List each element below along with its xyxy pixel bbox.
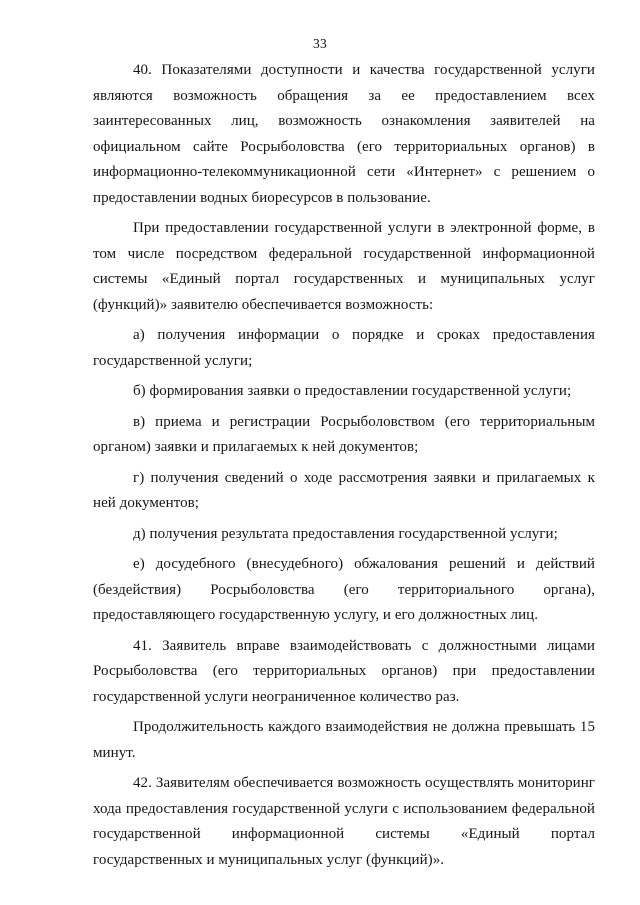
- paragraph-41: 41. Заявитель вправе взаимодействовать с должностными лицами Росрыболовства (его территориальных органов) при предоставлении государственной услуги неограниченное количество раз.: [93, 637, 595, 705]
- page-number: 33: [312, 36, 328, 51]
- list-item-e: е) досудебного (внесудебного) обжалования решений и действий (бездействия) Росрыболовства (его территориального органа), предоставляющего государственную услугу, и его должностных лиц.: [93, 556, 595, 623]
- list-item-v: в) приема и регистрации Росрыболовством (его территориальным органом) заявки и прилагаемых к ней документов;: [93, 413, 595, 455]
- paragraph-42: 42. Заявителям обеспечивается возможность осуществлять мониторинг хода предоставления государственной услуги с использованием федеральной государственной информационной системы «Единый портал государственных и муниципальных услуг (функций)».: [93, 775, 595, 868]
- paragraph-electronic-form: При предоставлении государственной услуги в электронной форме, в том числе посредством федеральной государственной информационной системы «Единый портал государственных и муниципальных услуг (функций)» заявителю обеспечивается возможность:: [93, 220, 595, 313]
- paragraph-duration: Продолжительность каждого взаимодействия не должна превышать 15 минут.: [93, 719, 595, 761]
- list-item-b: б) формирования заявки о предоставлении государственной услуги;: [133, 383, 572, 399]
- list-item-a: а) получения информации о порядке и сроках предоставления государственной услуги;: [93, 327, 595, 369]
- paragraph-40: 40. Показателями доступности и качества государственной услуги являются возможность обращения за ее предоставлением всех заинтересованных лиц, возможность ознакомления заявителей на официальном сайте Росрыболовства (его территориальных органов) в информационно-телекоммуникационной сети «Интернет» с решением о предоставлении водных биоресурсов в пользование.: [93, 62, 595, 206]
- document-body: [93, 58, 595, 878]
- list-item-g: г) получения сведений о ходе рассмотрения заявки и прилагаемых к ней документов;: [93, 469, 595, 511]
- list-item-d: д) получения результата предоставления государственной услуги;: [133, 525, 558, 542]
